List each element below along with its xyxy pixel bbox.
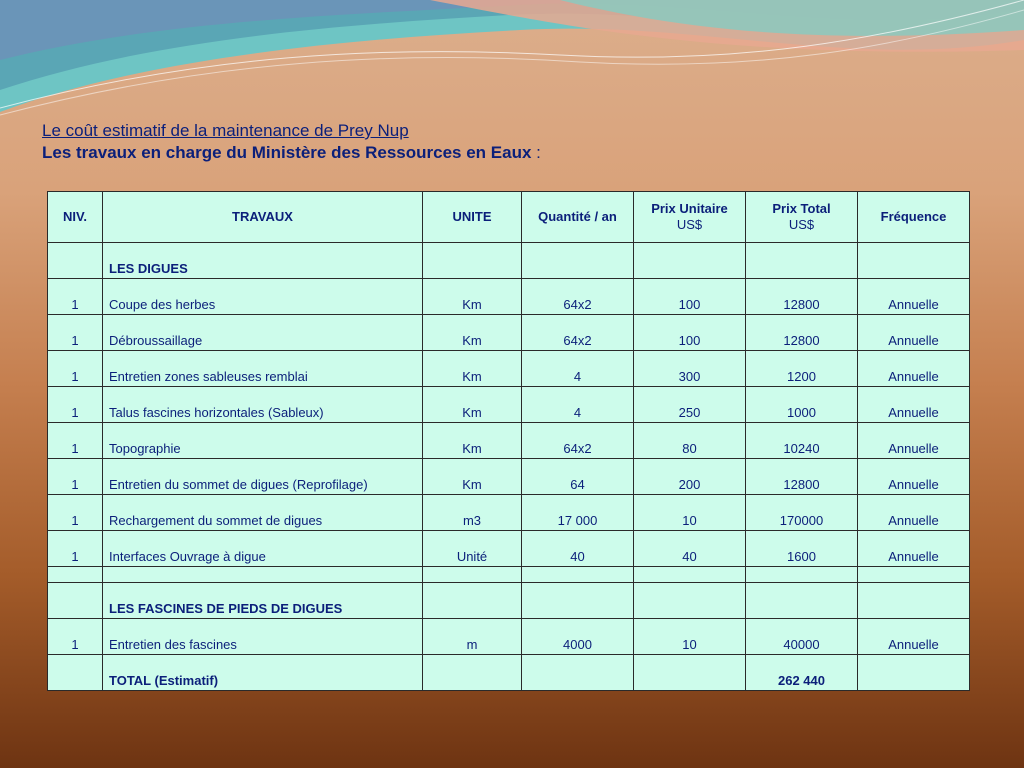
cell-niv: 1 [48,351,103,387]
header-quantite: Quantité / an [522,192,634,243]
header-prix-unitaire-unit: US$ [676,217,703,232]
cell-frequence: Annuelle [858,315,970,351]
cell-unite: Km [423,459,522,495]
header-frequence: Fréquence [858,192,970,243]
cell-niv: 1 [48,619,103,655]
cell-quantite: 64x2 [522,315,634,351]
cell-travaux: Entretien zones sableuses remblai [103,351,423,387]
heading [42,120,541,164]
header-prix-unitaire-label: Prix Unitaire [651,201,728,216]
cell-prix-unitaire: 300 [634,351,746,387]
total-value: 262 440 [746,655,858,691]
cell-frequence: Annuelle [858,351,970,387]
cell-quantite: 64 [522,459,634,495]
table-row [48,531,970,567]
decorative-waves [0,0,1024,130]
cell-unite: Km [423,351,522,387]
section-row [48,583,970,619]
cell-frequence: Annuelle [858,619,970,655]
cell-quantite: 4 [522,387,634,423]
cell-quantite: 64x2 [522,279,634,315]
cell-unite: Km [423,279,522,315]
header-prix-total-label: Prix Total [772,201,831,216]
table-row [48,619,970,655]
cell-prix-unitaire: 250 [634,387,746,423]
cell-frequence: Annuelle [858,459,970,495]
table-row [48,279,970,315]
cell-travaux: Coupe des herbes [103,279,423,315]
cell-niv: 1 [48,531,103,567]
cell-quantite: 40 [522,531,634,567]
cell-frequence: Annuelle [858,387,970,423]
cell-travaux: Interfaces Ouvrage à digue [103,531,423,567]
cell-prix-total: 12800 [746,459,858,495]
cell-prix-unitaire: 200 [634,459,746,495]
heading-subtitle-suffix: : [531,143,541,162]
cell-travaux: Rechargement du sommet de digues [103,495,423,531]
cell-unite: Unité [423,531,522,567]
cell-niv: 1 [48,459,103,495]
section-title: LES FASCINES DE PIEDS DE DIGUES [103,583,423,619]
cell-niv: 1 [48,315,103,351]
cell-unite: m3 [423,495,522,531]
section-row [48,243,970,279]
cell-unite: Km [423,423,522,459]
cell-prix-total: 10240 [746,423,858,459]
total-row [48,655,970,691]
header-niv: NIV. [48,192,103,243]
cost-table [47,191,970,691]
table-header-row [48,192,970,243]
cell-unite: Km [423,315,522,351]
cell-prix-unitaire: 100 [634,315,746,351]
cell-frequence: Annuelle [858,423,970,459]
cell-travaux: Entretien des fascines [103,619,423,655]
cell-prix-unitaire: 40 [634,531,746,567]
table-row [48,387,970,423]
cell-unite: m [423,619,522,655]
header-prix-total [746,192,858,243]
cell-travaux: Talus fascines horizontales (Sableux) [103,387,423,423]
cell-prix-total: 12800 [746,315,858,351]
table-row [48,495,970,531]
heading-subtitle-bold: Les travaux en charge du Ministère des Ressources en Eaux [42,143,532,162]
heading-subtitle [42,142,541,164]
section-title: LES DIGUES [103,243,423,279]
cell-frequence: Annuelle [858,279,970,315]
cell-prix-total: 170000 [746,495,858,531]
cell-unite: Km [423,387,522,423]
cell-prix-unitaire: 80 [634,423,746,459]
cell-prix-unitaire: 10 [634,495,746,531]
cell-prix-total: 12800 [746,279,858,315]
cell-prix-total: 1000 [746,387,858,423]
header-prix-total-unit: US$ [788,217,815,232]
cell-niv: 1 [48,423,103,459]
table-row [48,423,970,459]
table-row [48,459,970,495]
header-unite: UNITE [423,192,522,243]
cell-frequence: Annuelle [858,531,970,567]
table-row [48,351,970,387]
cell-frequence: Annuelle [858,495,970,531]
cell-travaux: Topographie [103,423,423,459]
cell-travaux: Débroussaillage [103,315,423,351]
header-travaux: TRAVAUX [103,192,423,243]
cell-niv: 1 [48,387,103,423]
cell-prix-total: 1200 [746,351,858,387]
cell-quantite: 17 000 [522,495,634,531]
cell-prix-total: 1600 [746,531,858,567]
cell-niv: 1 [48,279,103,315]
cell-prix-total: 40000 [746,619,858,655]
cell-niv: 1 [48,495,103,531]
heading-title: Le coût estimatif de la maintenance de Prey Nup [42,121,409,140]
cell-prix-unitaire: 100 [634,279,746,315]
cell-travaux: Entretien du sommet de digues (Reprofilage) [103,459,423,495]
spacer-row [48,567,970,583]
cell-quantite: 4 [522,351,634,387]
cell-prix-unitaire: 10 [634,619,746,655]
total-label: TOTAL (Estimatif) [103,655,423,691]
header-prix-unitaire [634,192,746,243]
cell-quantite: 4000 [522,619,634,655]
cell-quantite: 64x2 [522,423,634,459]
table-row [48,315,970,351]
